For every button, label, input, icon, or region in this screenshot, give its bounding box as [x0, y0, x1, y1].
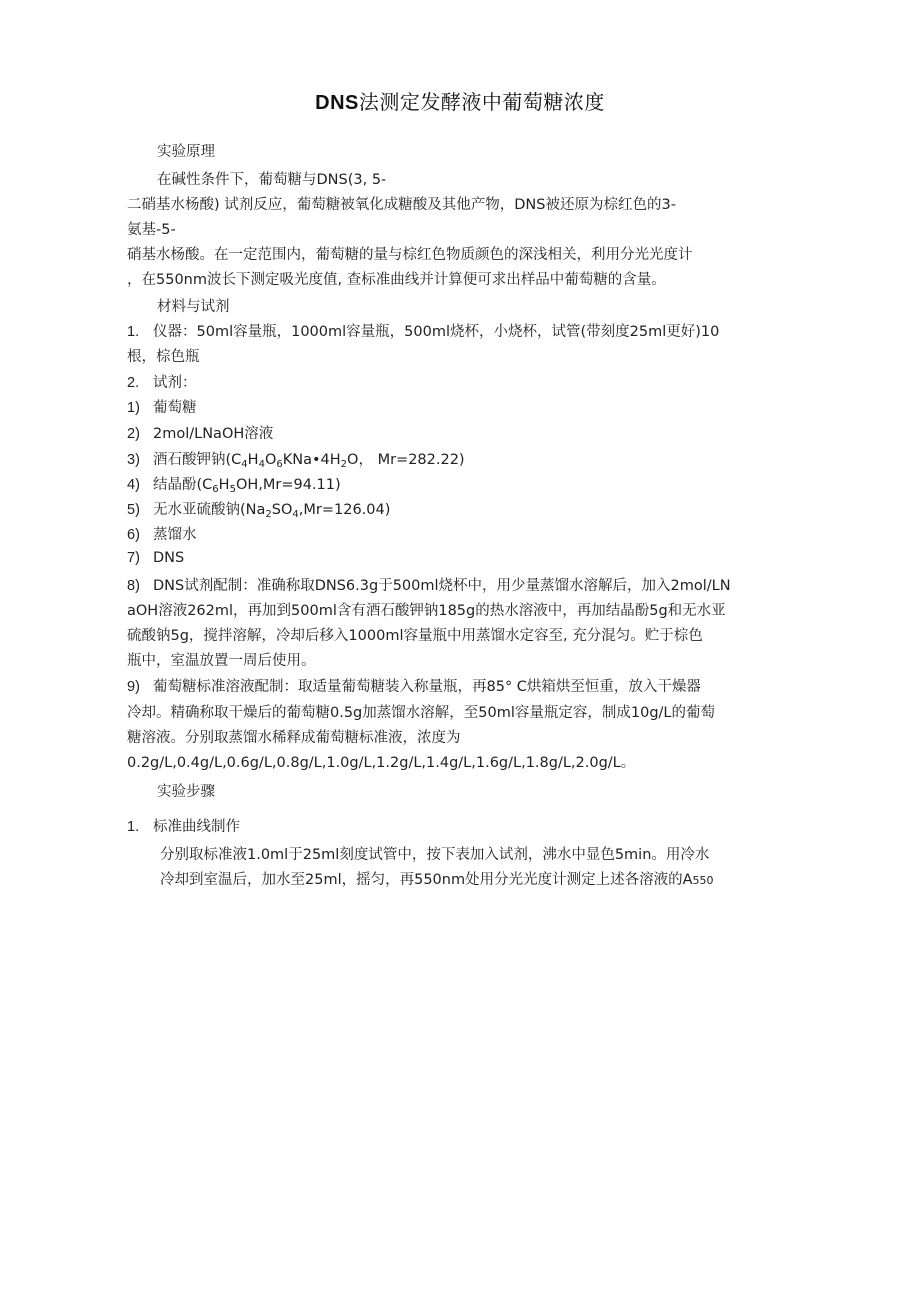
item-text: 2mol/LNaOH溶液 — [153, 426, 274, 442]
reagent-item — [127, 548, 184, 568]
materials-item-9 — [127, 677, 701, 697]
document-title — [0, 88, 920, 117]
item-number: 7) — [127, 550, 140, 566]
item-text: DNS — [153, 550, 185, 566]
formula-part: O， Mr=282.22) — [347, 452, 465, 468]
reagent-item — [127, 450, 465, 470]
item-number: 2) — [127, 426, 140, 442]
step-1-line — [160, 870, 714, 891]
reagent-item — [127, 500, 390, 520]
formula-part: 酒石酸钾钠(C — [153, 452, 242, 468]
item-text: 试剂： — [153, 375, 197, 391]
materials-item-1 — [127, 322, 719, 342]
subscript: 4 — [258, 459, 265, 470]
principle-line: 氨基-5- — [127, 222, 176, 238]
subscript: 4 — [241, 459, 248, 470]
formula-part: H — [247, 452, 259, 468]
section-heading-materials: 材料与试剂 — [157, 299, 230, 315]
reagent-item — [127, 398, 197, 418]
item-8-cont: aOH溶液262ml，再加到500ml含有酒石酸钾钠185g的热水溶液中，再加结晶酚5g和无水亚 — [127, 603, 726, 619]
materials-item-1-cont: 根，棕色瓶 — [127, 349, 200, 365]
subscript: 5 — [229, 484, 236, 495]
formula-part: 无水亚硫酸钠(Na — [153, 502, 266, 518]
formula-part: O — [264, 452, 277, 468]
item-text: DNS试剂配制：准确称取DNS6.3g于500ml烧杯中，用少量蒸馏水溶解后，加入2mol/LN — [153, 578, 731, 594]
item-9-cont: 0.2g/L,0.4g/L,0.6g/L,0.8g/L,1.0g/L,1.2g/L,1.4g/L,1.6g/L,1.8g/L,2.0g/L。 — [127, 755, 636, 771]
reagent-item — [127, 475, 341, 495]
formula-part: SO — [271, 502, 293, 518]
item-9-cont: 糖溶液。分别取蒸馏水稀释成葡萄糖标准液，浓度为 — [127, 730, 461, 746]
reagent-item — [127, 424, 273, 444]
formula-part: KNa•4H — [282, 452, 341, 468]
principle-line: 在碱性条件下，葡萄糖与DNS(3, 5- — [157, 172, 387, 188]
section-heading-principle: 实验原理 — [157, 144, 215, 160]
formula-part: OH,Mr=94.11) — [235, 477, 341, 493]
item-8-cont: 硫酸钠5g，搅拌溶解，冷却后移入1000ml容量瓶中用蒸馏水定容至, 充分混匀。贮于棕色 — [127, 628, 703, 644]
wavelength-subscript: 550 — [692, 874, 714, 887]
item-number: 1. — [127, 819, 140, 835]
materials-item-2 — [127, 373, 197, 393]
step-text: 冷却到室温后，加水至25ml，摇匀，再550nm处用分光光度计测定上述各溶液的A — [160, 872, 693, 888]
formula-part: H — [218, 477, 230, 493]
item-number: 9) — [127, 679, 140, 695]
item-number: 3) — [127, 452, 140, 468]
item-text: 蒸馏水 — [153, 527, 197, 543]
item-number: 8) — [127, 578, 140, 594]
principle-line: 硝基水杨酸。在一定范围内，葡萄糖的量与棕红色物质颜色的深浅相关，利用分光光度计 — [127, 247, 693, 263]
reagent-item — [127, 525, 197, 545]
item-number: 1) — [127, 400, 140, 416]
item-number: 6) — [127, 527, 140, 543]
item-number: 4) — [127, 477, 140, 493]
section-heading-steps: 实验步骤 — [157, 784, 215, 800]
formula-part: ,Mr=126.04) — [298, 502, 391, 518]
item-9-cont: 冷却。精确称取干燥后的葡萄糖0.5g加蒸馏水溶解，至50ml容量瓶定容，制成10g/L的葡萄 — [127, 705, 715, 721]
item-number: 5) — [127, 502, 140, 518]
subscript: 2 — [265, 509, 272, 520]
item-text: 葡萄糖 — [153, 400, 197, 416]
principle-line: 二硝基水杨酸) 试剂反应，葡萄糖被氧化成糖酸及其他产物，DNS被还原为棕红色的3- — [127, 197, 676, 213]
subscript: 6 — [276, 459, 283, 470]
item-number: 1. — [127, 324, 140, 340]
principle-line: ，在550nm波长下测定吸光度值, 查标准曲线并计算便可求出样品中葡萄糖的含量。 — [127, 272, 666, 288]
item-text: 葡萄糖标准溶液配制：取适量葡萄糖装入称量瓶，再85° C烘箱烘至恒重，放入干燥器 — [153, 679, 701, 695]
title-bold: DNS — [315, 92, 359, 114]
subscript: 4 — [292, 509, 299, 520]
step-1-line: 分别取标准液1.0ml于25ml刻度试管中，按下表加入试剂，沸水中显色5min。用冷水 — [160, 847, 710, 863]
title-rest: 法测定发酵液中葡萄糖浓度 — [358, 90, 605, 114]
item-8-cont: 瓶中，室温放置一周后使用。 — [127, 653, 316, 669]
step-item-1 — [127, 817, 240, 837]
subscript: 6 — [212, 484, 219, 495]
item-number: 2. — [127, 375, 140, 391]
item-text: 仪器：50ml容量瓶，1000ml容量瓶，500ml烧杯，小烧杯，试管(带刻度25ml更好)10 — [153, 324, 720, 340]
formula-part: 结晶酚(C — [153, 477, 213, 493]
subscript: 2 — [340, 459, 348, 470]
materials-item-8 — [127, 576, 731, 596]
item-text: 标准曲线制作 — [153, 819, 240, 835]
